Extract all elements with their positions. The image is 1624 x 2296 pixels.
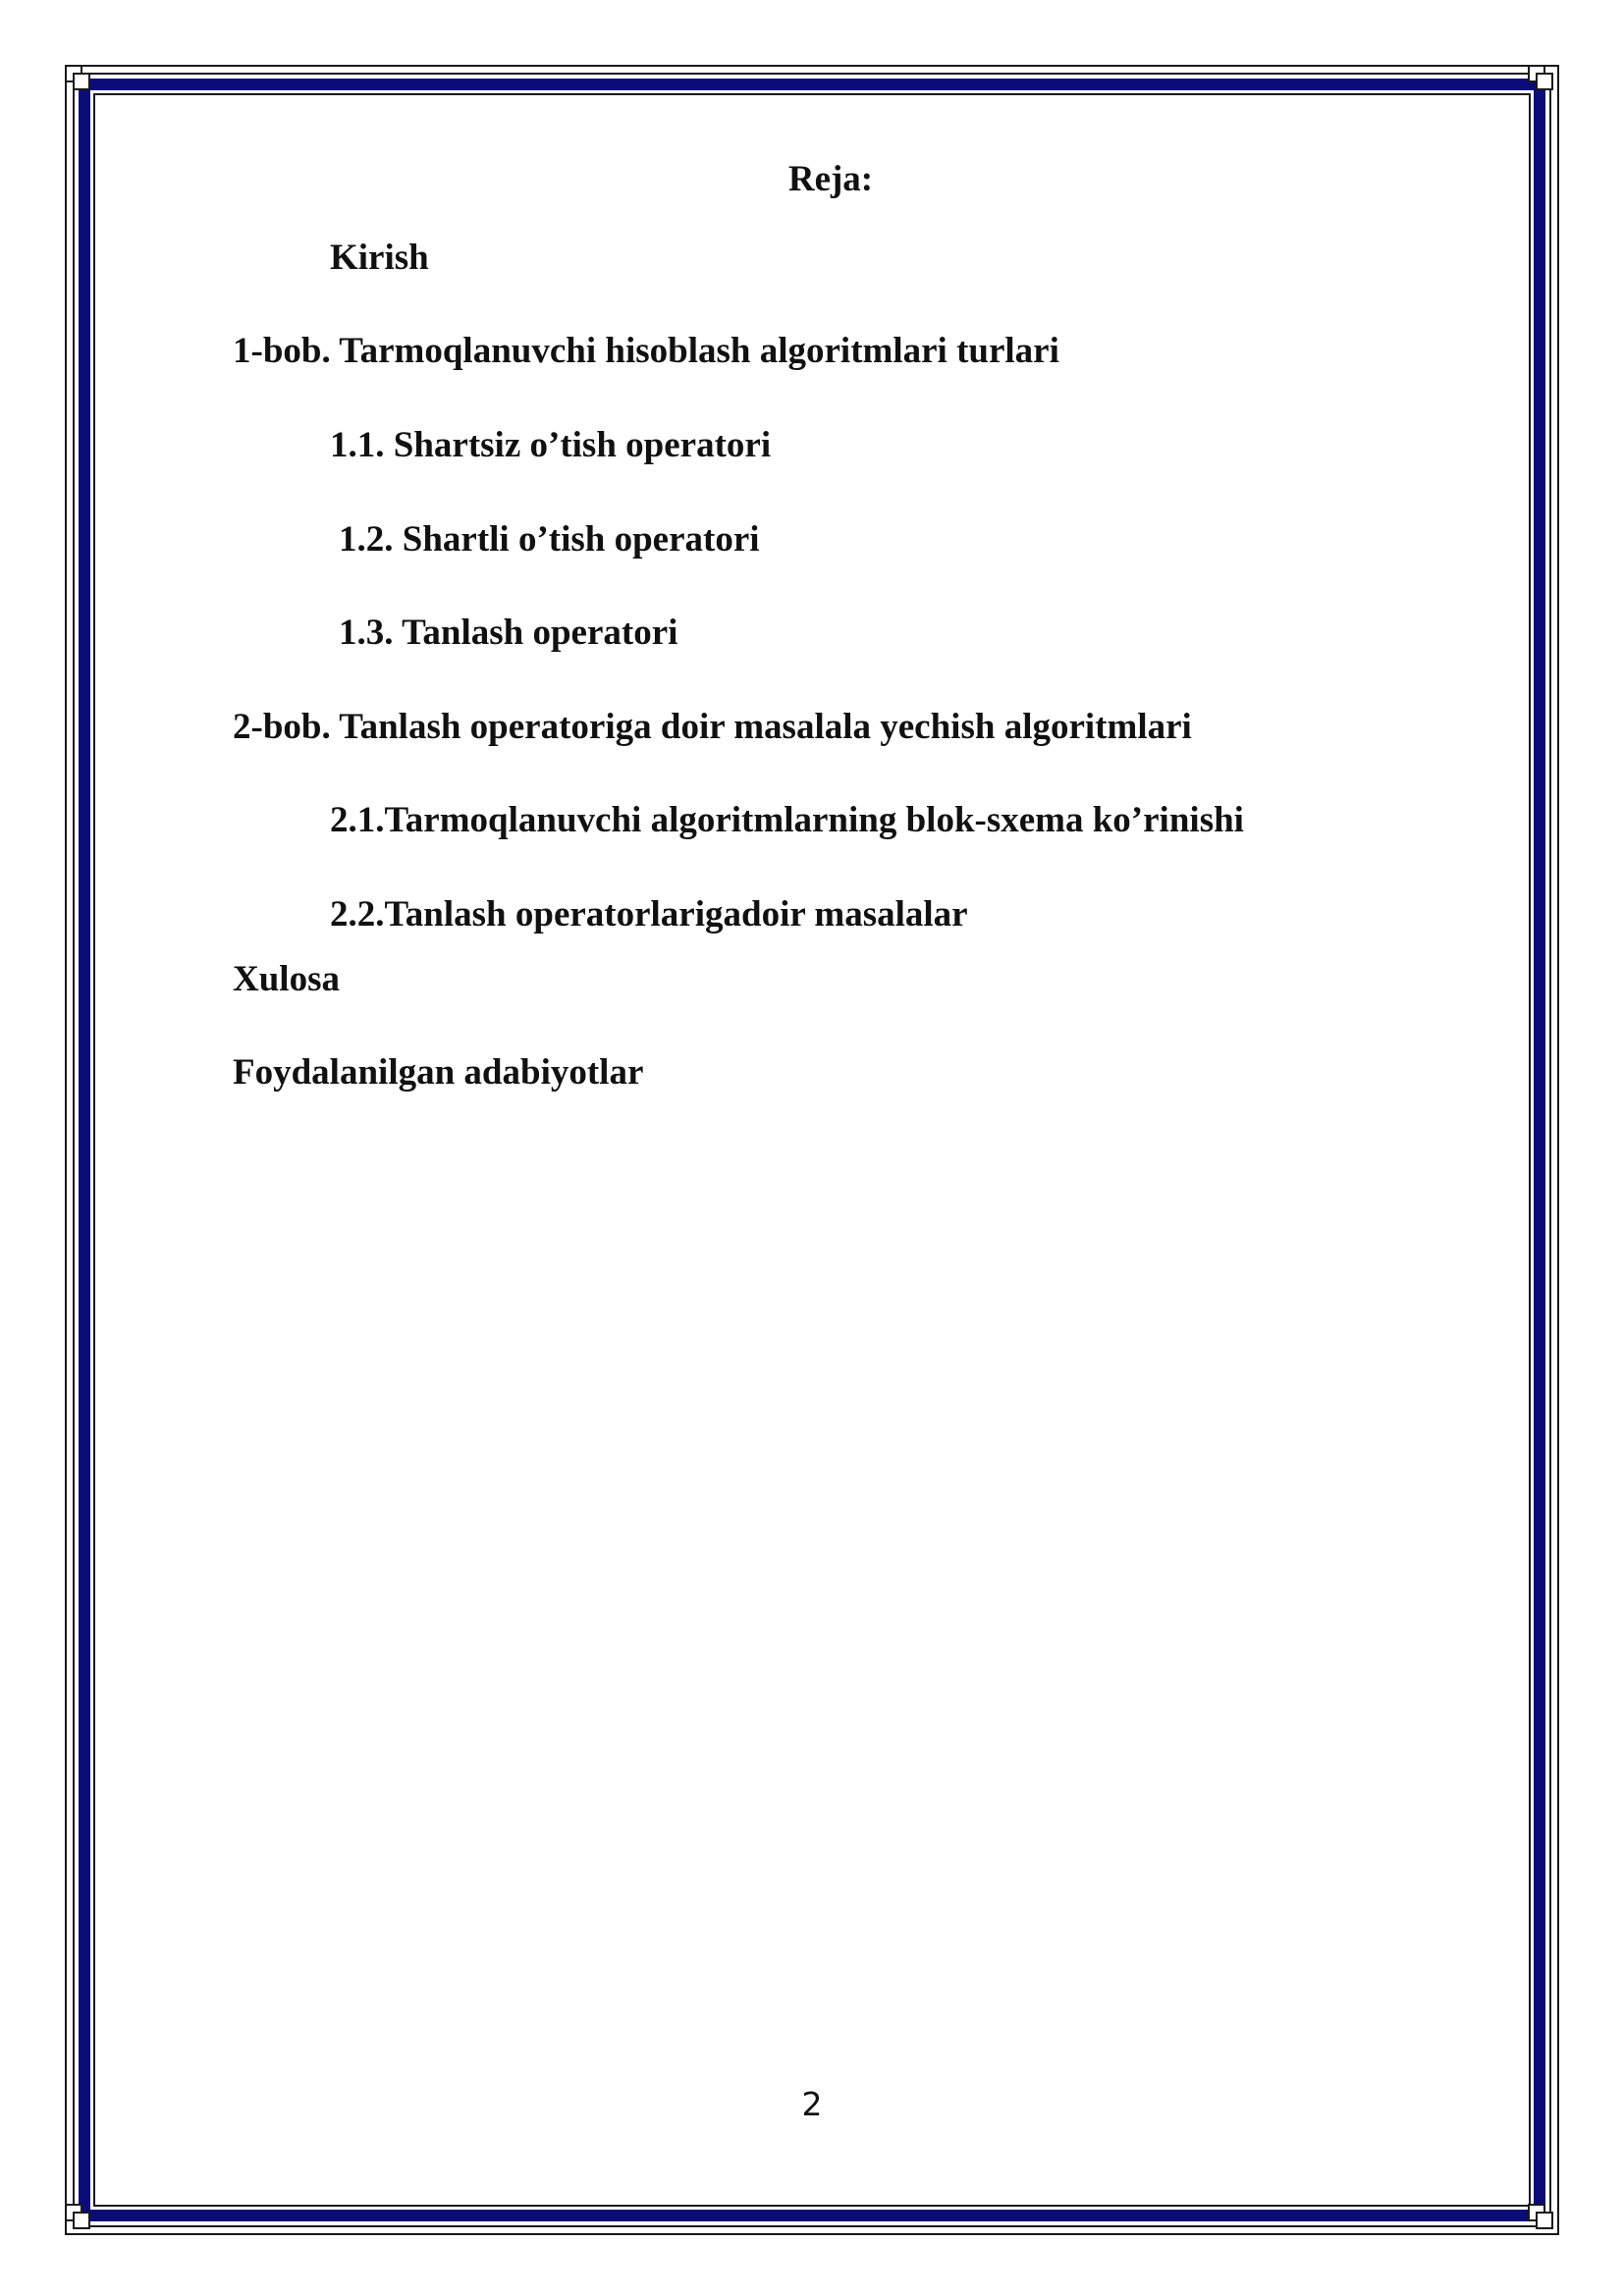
toc-item-section-1-3: 1.3. Tanlash operatori — [339, 613, 678, 653]
page-title: Reja: — [787, 159, 874, 199]
toc-item-section-1-1: 1.1. Shartsiz o’tish operatori — [330, 425, 772, 465]
border-corner-ornament — [65, 2204, 96, 2235]
toc-item-conclusion: Xulosa — [233, 959, 340, 999]
toc-item-chapter-1: 1-bob. Tarmoqlanuvchi hisoblash algoritmlari turlari — [233, 331, 1059, 371]
toc-item-section-1-2: 1.2. Shartli o’tish operatori — [339, 519, 760, 560]
toc-item-section-2-1: 2.1.Tarmoqlanuvchi algoritmlarning blok-sxema ko’rinishi — [330, 800, 1244, 840]
toc-item-section-2-2: 2.2.Tanlash operatorlarigadoir masalalar — [330, 894, 968, 934]
page-number: 2 — [801, 2085, 823, 2123]
page-border-inner — [93, 93, 1531, 2207]
border-corner-ornament — [1528, 2204, 1559, 2235]
border-corner-ornament — [65, 65, 96, 96]
toc-item-references: Foydalanilgan adabiyotlar — [233, 1052, 644, 1093]
toc-item-chapter-2: 2-bob. Tanlash operatoriga doir masalala yechish algoritmlari — [233, 707, 1192, 747]
toc-item-introduction: Kirish — [330, 238, 429, 278]
border-corner-ornament — [1528, 65, 1559, 96]
